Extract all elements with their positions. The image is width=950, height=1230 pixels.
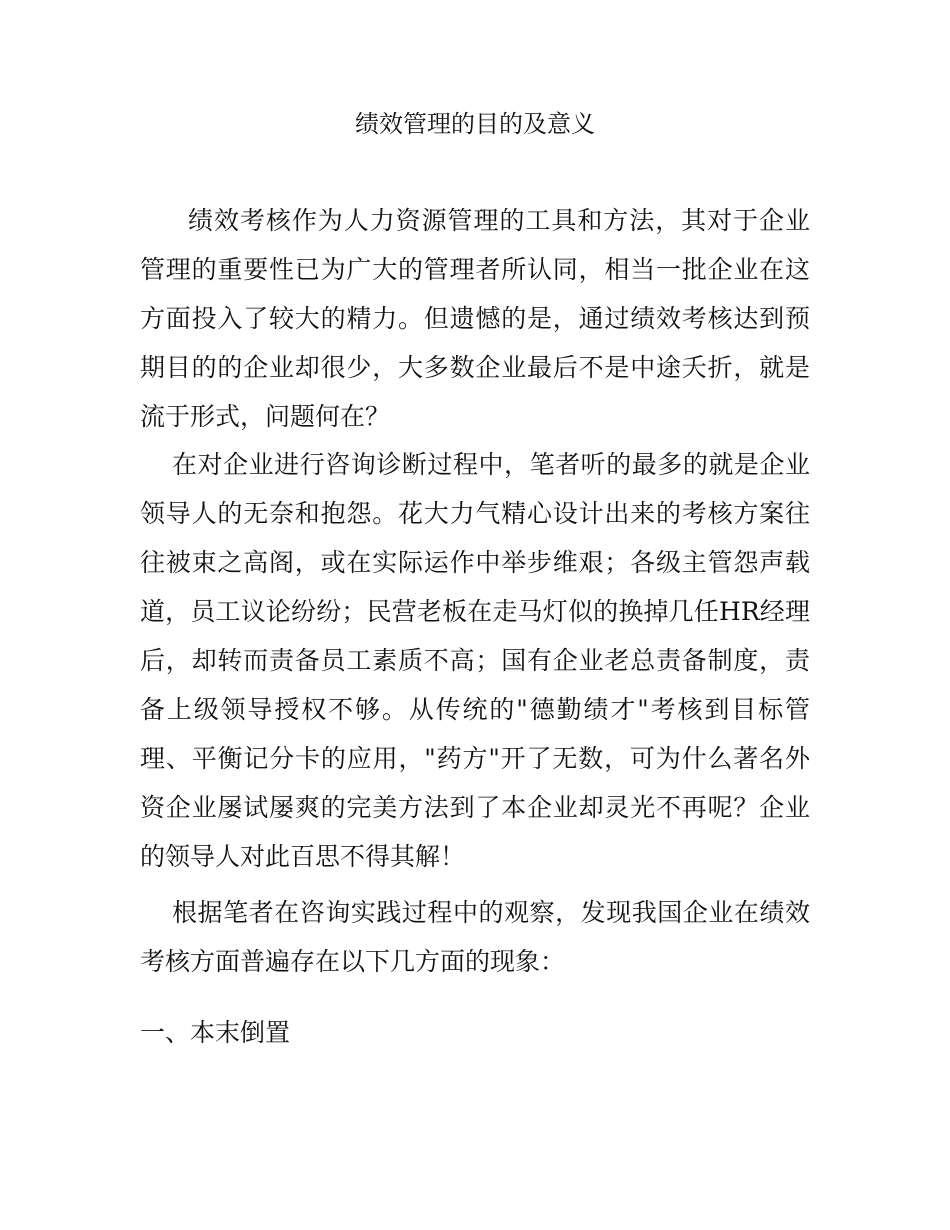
paragraph-intro: 绩效考核作为人力资源管理的工具和方法，其对于企业管理的重要性已为广大的管理者所认同，相当一批企业在这方面投入了较大的精力。但遗憾的是，通过绩效考核达到预期目的的企业却很少，大多数企业最后不是中途夭折，就是流于形式，问题何在？ <box>140 206 810 431</box>
document-title: 绩效管理的目的及意义 <box>355 110 595 138</box>
paragraph-summary: 根据笔者在咨询实践过程中的观察，发现我国企业在绩效考核方面普遍存在以下几方面的现象： <box>140 898 810 976</box>
paragraph-observations: 在对企业进行咨询诊断过程中，笔者听的最多的就是企业领导人的无奈和抱怨。花大力气精心设计出来的考核方案往往被束之高阁，或在实际运作中举步维艰；各级主管怨声载道，员工议论纷纷；民营老板在走马灯似的换掉几任HR经理后，却转而责备员工素质不高；国有企业老总责备制度，责备上级领导授权不够。从传统的"德勤绩才"考核到目标管理、平衡记分卡的应用，"药方"开了无数，可为什么著名外资企业屡试屡爽的完美方法到了本企业却灵光不再呢？企业的领导人对此百思不得其解！ <box>140 450 810 871</box>
section-heading: 一、本末倒置 <box>140 1018 291 1047</box>
